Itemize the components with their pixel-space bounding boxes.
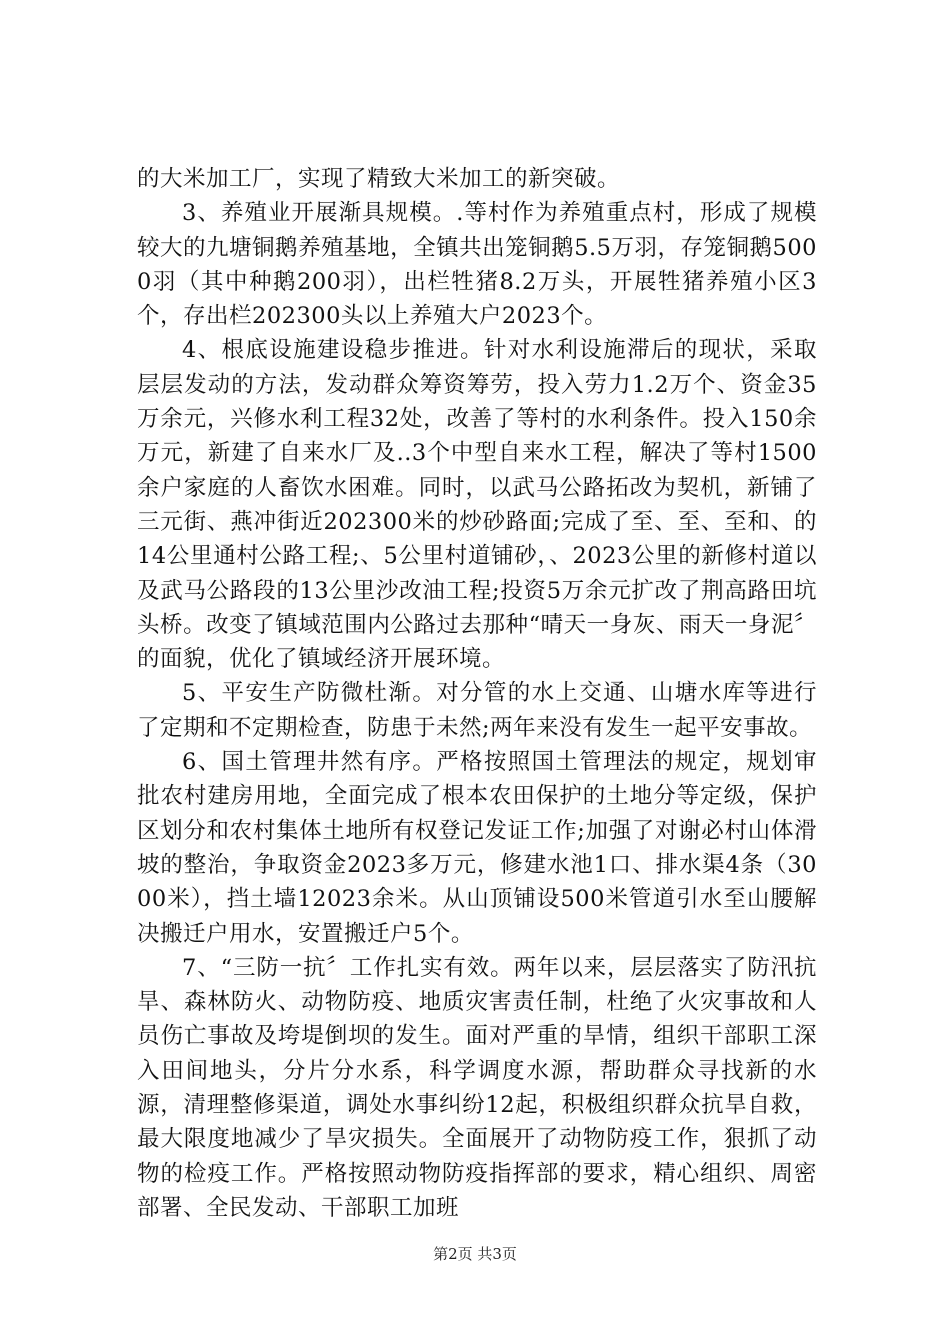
paragraph-safety: 5、平安生产防微杜渐。对分管的水上交通、山塘水库等进行了定期和不定期检查，防患于未然;两年来没有发生一起平安事故。	[137, 680, 817, 741]
paragraph-continuation: 的大米加工厂，实现了精致大米加工的新突破。	[137, 166, 621, 192]
paragraph-land-management: 6、国土管理井然有序。严格按照国土管理法的规定，规划审批农村建房用地，全面完成了根本农田保护的土地分等定级，保护区划分和农村集体土地所有权登记发证工作;加强了对谢必村山体滑坡的整治，争取资金2023多万元，修建水池1口、排水渠4条（3000米），挡土墙12023余米。从山顶铺设500米管道引水至山腰解决搬迁户用水，安置搬迁户5个。	[137, 749, 817, 947]
paragraph-breeding: 3、养殖业开展渐具规模。.等村作为养殖重点村，形成了规模较大的九塘铜鹅养殖基地，全镇共出笼铜鹅5.5万羽，存笼铜鹅5000羽（其中种鹅200羽），出栏牲猪8.2万头，开展牲猪养殖小区3个，存出栏202300头以上养殖大户2023个。	[137, 200, 817, 330]
document-body	[137, 162, 817, 1225]
page-number-footer: 第2页 共3页	[433, 1245, 517, 1263]
paragraph-infrastructure: 4、根底设施建设稳步推进。针对水利设施滞后的现状，采取层层发动的方法，发动群众筹资筹劳，投入劳力1.2万个、资金35万余元，兴修水利工程32处，改善了等村的水利条件。投入150余万元，新建了自来水厂及..3个中型自来水工程，解决了等村1500余户家庭的人畜饮水困难。同时，以武马公路拓改为契机，新铺了三元街、燕冲街近202300米的炒砂路面;完成了至、至、至和、的14公里通村公路工程;、5公里村道铺砂，、2023公里的新修村道以及武马公路段的13公里沙改油工程;投资5万余元扩改了荆高路田坑头桥。改变了镇域范围内公路过去那种“晴天一身灰、雨天一身泥〞的面貌，优化了镇域经济开展环境。	[137, 337, 817, 673]
paragraph-three-prevention: 7、“三防一抗〞工作扎实有效。两年以来，层层落实了防汛抗旱、森林防火、动物防疫、地质灾害责任制，杜绝了火灾事故和人员伤亡事故及垮堤倒坝的发生。面对严重的旱情，组织干部职工深入田间地头，分片分水系，科学调度水源，帮助群众寻找新的水源，清理整修渠道，调处水事纠纷12起，积极组织群众抗旱自救，最大限度地减少了旱灾损失。全面展开了动物防疫工作，狠抓了动物的检疫工作。严格按照动物防疫指挥部的要求，精心组织、周密部署、全民发动、干部职工加班	[137, 954, 817, 1221]
